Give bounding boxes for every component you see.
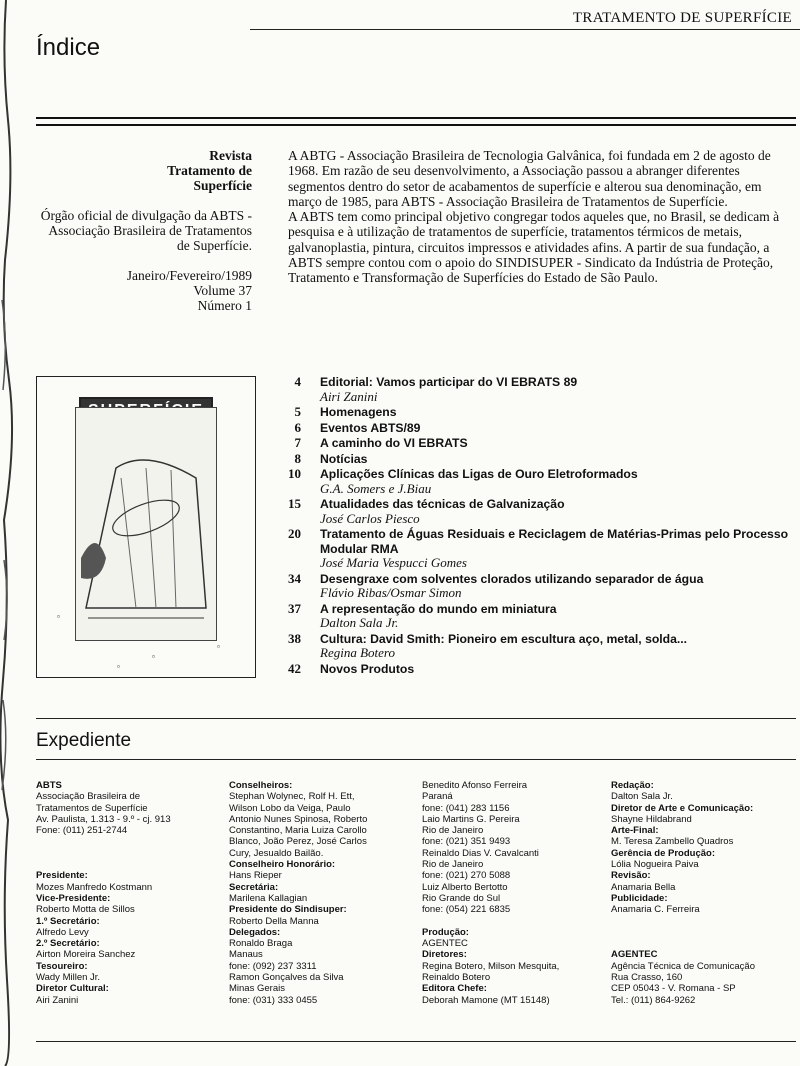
cover-image [36,376,256,678]
cover-dot: ▫ [152,652,155,661]
credit-line: Airton Moreira Sanchez [36,949,136,961]
cover-illustration [76,408,216,640]
credit-role-label: Vice-Presidente: [36,892,111,904]
table-of-contents [284,375,796,677]
toc-title: Desengraxe com solventes clorados utilizando separador de água [320,571,704,586]
credit-line: Marilena Kallagian [229,892,308,904]
toc-title: Cultura: David Smith: Pioneiro em escultura aço, metal, solda... [320,631,688,646]
toc-entry [284,632,796,661]
credit-line: Airi Zanini [36,994,79,1006]
credit-line: Reinaldo Botero [422,972,491,984]
credit-line: Antonio Nunes Spinosa, Roberto [229,813,368,825]
credit-line: Rua Crasso, 160 [611,972,683,984]
toc-title: Atualidades das técnicas de Galvanização [320,497,565,511]
credit-line [611,938,796,949]
credit-line: Anamaria Bella [611,881,676,893]
toc-title: Aplicações Clínicas das Ligas de Ouro Eletroformados [320,467,638,481]
toc-page-number: 38 [288,630,301,646]
toc-entry [284,436,796,451]
toc-page-number: 34 [288,570,301,586]
expediente-column-3 [422,780,607,1006]
credit-line: Blanco, João Perez, José Carlos [229,836,367,848]
credit-line: fone: (021) 351 9493 [422,836,511,848]
credit-role-label: AGENTEC [611,949,658,961]
scan-edge-decoration [0,0,14,1066]
credit-role-label: ABTS [36,780,62,791]
toc-page-number: 7 [294,435,301,450]
credit-line: Associação Brasileira de [36,791,141,803]
toc-page-number: 20 [288,526,301,541]
toc-entry [284,662,796,677]
toc-page-number: 5 [294,404,301,419]
cover-dot: ▫ [217,642,220,651]
index-title: Índice [36,34,101,61]
credit-role-label: Delegados: [229,926,281,938]
toc-page-number: 10 [288,466,301,481]
toc-author: José Maria Vespucci Gomes [320,555,467,570]
credit-line [36,848,216,859]
toc-entry [284,405,796,420]
credit-line [422,916,607,927]
toc-entry [284,602,796,631]
credit-line: fone: (041) 283 1156 [422,802,510,814]
cover-photo [75,407,217,641]
credit-role-label: 1.º Secretário: [36,915,100,927]
credit-line: Anamaria C. Ferreira [611,904,700,916]
cover-dot: ▫ [117,662,120,671]
toc-entry [284,467,796,496]
toc-author: Airi Zanini [320,388,378,404]
magazine-description: Órgão oficial de divulgação da ABTS - Associação Brasileira de Tratamentos de Superfície. [40,208,252,253]
credit-role-label: Secretária: [229,881,279,893]
credit-role-label: Revisão: [611,870,651,882]
toc-title: Eventos ABTS/89 [320,420,421,435]
toc-title: Tratamento de Águas Residuais e Reciclagem de Matérias-Primas pelo Processo Modular RMA [320,527,789,556]
toc-title: A representação do mundo em miniatura [320,601,557,616]
credit-line: Roberto Motta de Sillos [36,904,135,916]
credit-line: Tratamentos de Superfície [36,802,148,814]
credit-line [611,927,796,938]
credit-line: fone: (092) 237 3311 [229,960,317,972]
credit-role-label: Arte-Final: [611,825,659,837]
credit-line: fone: (054) 221 6835 [422,904,511,916]
section-divider [36,759,796,760]
issue-info: Janeiro/Fevereiro/1989 Volume 37 Número 1 [126,268,252,313]
credit-role-label: Presidente: [36,870,88,882]
toc-title: Novos Produtos [320,661,415,676]
credit-line: Rio de Janeiro [422,825,484,837]
credit-line: Tel.: (011) 864-9262 [611,994,696,1006]
credit-line: Ronaldo Braga [229,938,293,950]
credit-role-label: Conselheiro Honorário: [229,859,336,871]
toc-page-number: 15 [288,496,301,511]
toc-author: Dalton Sala Jr. [320,615,399,630]
section-divider [36,117,796,126]
credit-line [36,836,216,847]
toc-entry [284,421,796,436]
expediente-column-4 [611,780,796,1006]
toc-title: A caminho do VI EBRATS [320,436,468,450]
credit-role-label: Conselheiros: [229,780,293,791]
intro-paragraph: A ABTG - Associação Brasileira de Tecnologia Galvânica, foi fundada em 2 de agosto de 1968. Em razão de seu desenvolvimento, a Associação passou a abranger diferentes segmentos dentro do setor de acabamentos de superfície e alterou sua denominação, em março de 1985, para ABTS - Associação Brasileira de Tratamentos de Superfície. [288,148,771,209]
credit-line: Constantino, Maria Luiza Carollo [229,825,367,837]
credit-role-label: Editora Chefe: [422,983,487,995]
credit-line: Reinaldo Dias V. Cavalcanti [422,847,539,859]
toc-title: Notícias [320,451,368,466]
credit-role-label: Publicidade: [611,892,668,904]
credit-line: Alfredo Levy [36,926,89,938]
credit-line [611,916,796,927]
credit-line: Manaus [229,949,263,961]
toc-page-number: 4 [294,374,301,389]
toc-author: G.A. Somers e J.Biau [320,480,432,496]
footer-rule [36,1041,796,1042]
magazine-name: Revista Tratamento de Superfície [167,148,252,193]
cover-dot: ▫ [57,612,60,621]
credit-line: fone: (021) 270 5088 [422,870,511,882]
credit-line: Stephan Wolynec, Rolf H. Ett, [229,791,355,803]
credit-line: Hans Rieper [229,870,282,882]
toc-author: Flávio Ribas/Osmar Simon [320,585,462,600]
header-rule [250,29,800,30]
credit-line [36,859,216,870]
toc-title: Editorial: Vamos participar do VI EBRATS 89 [320,375,578,389]
section-divider [36,718,796,719]
toc-page-number: 6 [294,419,301,435]
toc-page-number: 42 [288,660,301,676]
running-head: TRATAMENTO DE SUPERFÍCIE [572,10,792,26]
credit-role-label: Tesoureiro: [36,960,88,972]
expediente-column-2 [229,780,414,1006]
toc-entry [284,452,796,467]
credit-role-label: Diretor Cultural: [36,983,109,995]
credit-line: M. Teresa Zambello Quadros [611,836,734,848]
credit-role-label: Diretor de Arte e Comunicação: [611,802,754,814]
credit-line: Mozes Manfredo Kostmann [36,881,153,893]
credit-line: Regina Botero, Milson Mesquita, [422,960,560,972]
credit-role-label: Diretores: [422,949,467,961]
toc-page-number: 37 [288,600,301,616]
toc-author: Regina Botero [320,645,395,660]
credit-line: Paraná [422,791,453,803]
credit-role-label: Gerência de Produção: [611,847,716,859]
credit-line: Rio de Janeiro [422,859,484,871]
credit-line: CEP 05043 - V. Romana - SP [611,983,736,995]
toc-entry [284,375,796,404]
credit-line: AGENTEC [422,938,468,950]
magazine-info [40,148,252,328]
intro-text [288,148,788,286]
credit-line: Wady Millen Jr. [36,972,101,984]
expediente-column-1 [36,780,216,1006]
credit-line: Lólia Nogueira Paiva [611,859,699,871]
credit-line: Av. Paulista, 1.313 - 9.º - cj. 913 [36,813,171,825]
credit-role-label: Redação: [611,780,654,791]
credit-line: Ramon Gonçalves da Silva [229,972,344,984]
credit-line: Shayne Hildabrand [611,813,692,825]
intro-paragraph: A ABTS tem como principal objetivo congregar todos aqueles que, no Brasil, se dedicam à pesquisa e à utilização de tratamentos de superfície, tratamentos térmicos de metais, galvanoplastia, pintura, circuitos impressos e atividades afins. A partir de sua fundação, a ABTS sempre contou com o apoio do SINDISUPER - Sindicato da Indústria de Proteção, Tratamento e Transformação de Superfícies do Estado de São Paulo. [288,209,780,286]
credit-line: Cury, Jesualdo Bailão. [229,847,324,859]
credit-line: fone: (031) 333 0455 [229,994,318,1006]
credit-line: Rio Grande do Sul [422,892,501,904]
credit-line: Deborah Mamone (MT 15148) [422,994,550,1006]
credit-line: Benedito Afonso Ferreira [422,780,528,791]
credit-line: Luiz Alberto Bertotto [422,881,508,893]
credit-line: Fone: (011) 251-2744 [36,825,128,837]
credit-line: Dalton Sala Jr. [611,791,673,803]
credit-line: Agência Técnica de Comunicação [611,960,755,972]
credit-line: Roberto Della Manna [229,915,319,927]
credit-role-label: Presidente do Sindisuper: [229,904,347,916]
credit-role-label: 2.º Secretário: [36,938,100,950]
toc-entry [284,497,796,526]
expediente-title: Expediente [36,730,132,751]
toc-page-number: 8 [294,450,301,466]
toc-entry [284,572,796,601]
toc-author: José Carlos Piesco [320,510,420,526]
credit-role-label: Produção: [422,926,469,938]
credit-line: Minas Gerais [229,983,285,995]
credit-line: Wilson Lobo da Veiga, Paulo [229,802,351,814]
credit-line: Laio Martins G. Pereira [422,813,520,825]
toc-entry [284,527,796,571]
toc-title: Homenagens [320,405,397,419]
